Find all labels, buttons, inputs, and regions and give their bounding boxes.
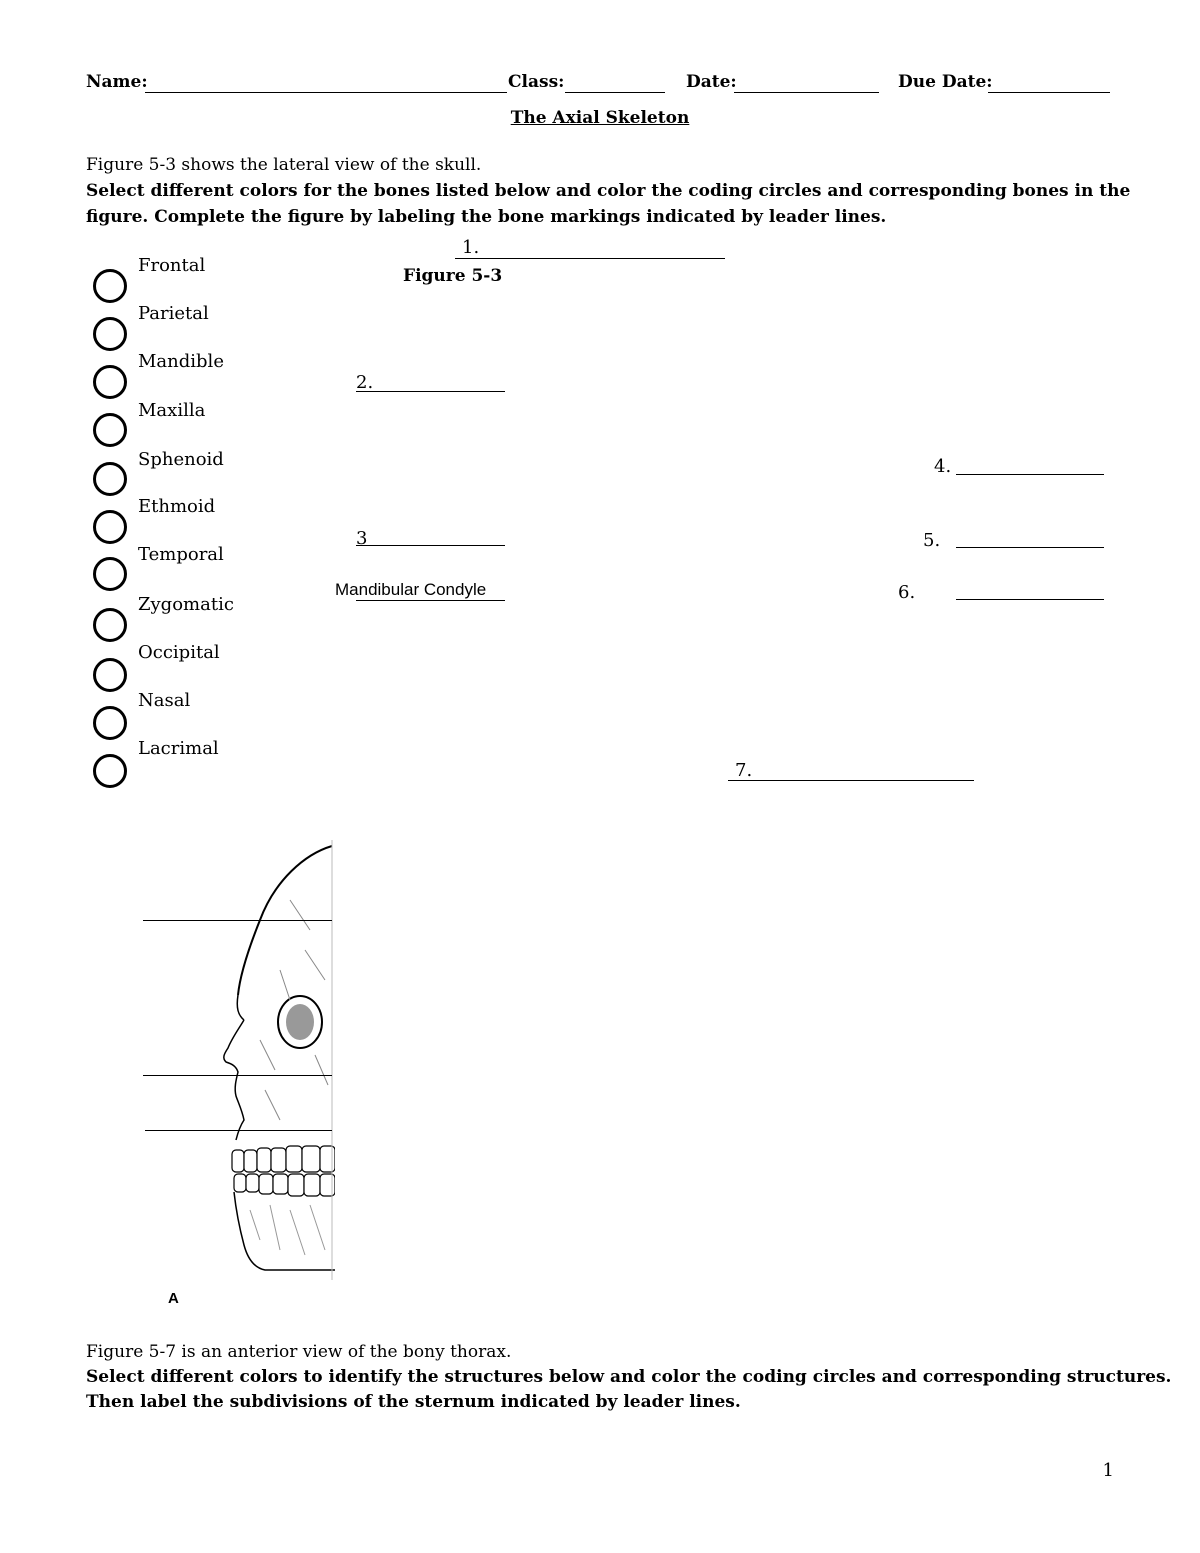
bone-label: Parietal bbox=[138, 303, 209, 324]
leader-line bbox=[145, 1130, 332, 1131]
section1-intro: Figure 5-3 shows the lateral view of the skull. bbox=[86, 155, 482, 175]
label-5-number: 5. bbox=[923, 530, 941, 551]
leader-line bbox=[143, 920, 332, 921]
coding-circle[interactable] bbox=[93, 557, 127, 591]
bone-label: Mandible bbox=[138, 351, 224, 372]
bone-label: Sphenoid bbox=[138, 449, 224, 470]
figure-caption: Figure 5-3 bbox=[403, 266, 503, 286]
section2-instructions-1: Select different colors to identify the structures below and color the coding circles and corresponding structures. bbox=[86, 1367, 1172, 1387]
bone-label: Nasal bbox=[138, 690, 191, 711]
coding-circle[interactable] bbox=[93, 269, 127, 303]
skull-lateral-figure bbox=[140, 840, 335, 1280]
class-label: Class: bbox=[508, 72, 565, 92]
label-2-number: 2. bbox=[356, 372, 374, 393]
due-date-label: Due Date: bbox=[898, 72, 993, 92]
name-blank[interactable] bbox=[145, 92, 507, 93]
name-label: Name: bbox=[86, 72, 148, 92]
coding-circle[interactable] bbox=[93, 608, 127, 642]
label-1-blank[interactable] bbox=[455, 258, 725, 259]
coding-circle[interactable] bbox=[93, 754, 127, 788]
section1-instructions-1: Select different colors for the bones listed below and color the coding circles and corresponding bones in the bbox=[86, 181, 1131, 201]
label-2-blank[interactable] bbox=[356, 391, 505, 392]
bone-label: Temporal bbox=[138, 544, 224, 565]
coding-circle[interactable] bbox=[93, 365, 127, 399]
class-blank[interactable] bbox=[565, 92, 665, 93]
section1-instructions-2: figure. Complete the figure by labeling the bone markings indicated by leader lines. bbox=[86, 207, 887, 227]
bone-label: Frontal bbox=[138, 255, 206, 276]
label-3-blank[interactable] bbox=[356, 545, 505, 546]
page-title: The Axial Skeleton bbox=[510, 108, 690, 128]
label-6-number: 6. bbox=[898, 582, 916, 603]
page-number: 1 bbox=[1102, 1460, 1114, 1481]
date-blank[interactable] bbox=[734, 92, 879, 93]
label-6-blank[interactable] bbox=[956, 599, 1104, 600]
label-7-number: 7. bbox=[735, 760, 753, 781]
label-condyle-blank[interactable] bbox=[356, 600, 505, 601]
bone-label: Lacrimal bbox=[138, 738, 219, 759]
coding-circle[interactable] bbox=[93, 462, 127, 496]
mandibular-condyle-label: Mandibular Condyle bbox=[335, 580, 487, 599]
bone-label: Occipital bbox=[138, 642, 220, 663]
label-4-blank[interactable] bbox=[956, 474, 1104, 475]
bone-label: Zygomatic bbox=[138, 594, 234, 615]
coding-circle[interactable] bbox=[93, 317, 127, 351]
coding-circle[interactable] bbox=[93, 706, 127, 740]
coding-circle[interactable] bbox=[93, 510, 127, 544]
date-label: Date: bbox=[686, 72, 737, 92]
section2-instructions-2: Then label the subdivisions of the sternum indicated by leader lines. bbox=[86, 1392, 741, 1412]
figure-panel-label: A bbox=[168, 1290, 179, 1307]
section2-intro: Figure 5-7 is an anterior view of the bony thorax. bbox=[86, 1342, 512, 1362]
label-4-number: 4. bbox=[934, 456, 952, 477]
label-3-number: 3 bbox=[356, 528, 368, 549]
label-1-number: 1. bbox=[462, 237, 480, 258]
due-date-blank[interactable] bbox=[988, 92, 1110, 93]
coding-circle[interactable] bbox=[93, 658, 127, 692]
bone-label: Ethmoid bbox=[138, 496, 216, 517]
coding-circle[interactable] bbox=[93, 413, 127, 447]
bone-label: Maxilla bbox=[138, 400, 206, 421]
label-7-blank[interactable] bbox=[728, 780, 974, 781]
label-5-blank[interactable] bbox=[956, 547, 1104, 548]
leader-line bbox=[143, 1075, 332, 1076]
